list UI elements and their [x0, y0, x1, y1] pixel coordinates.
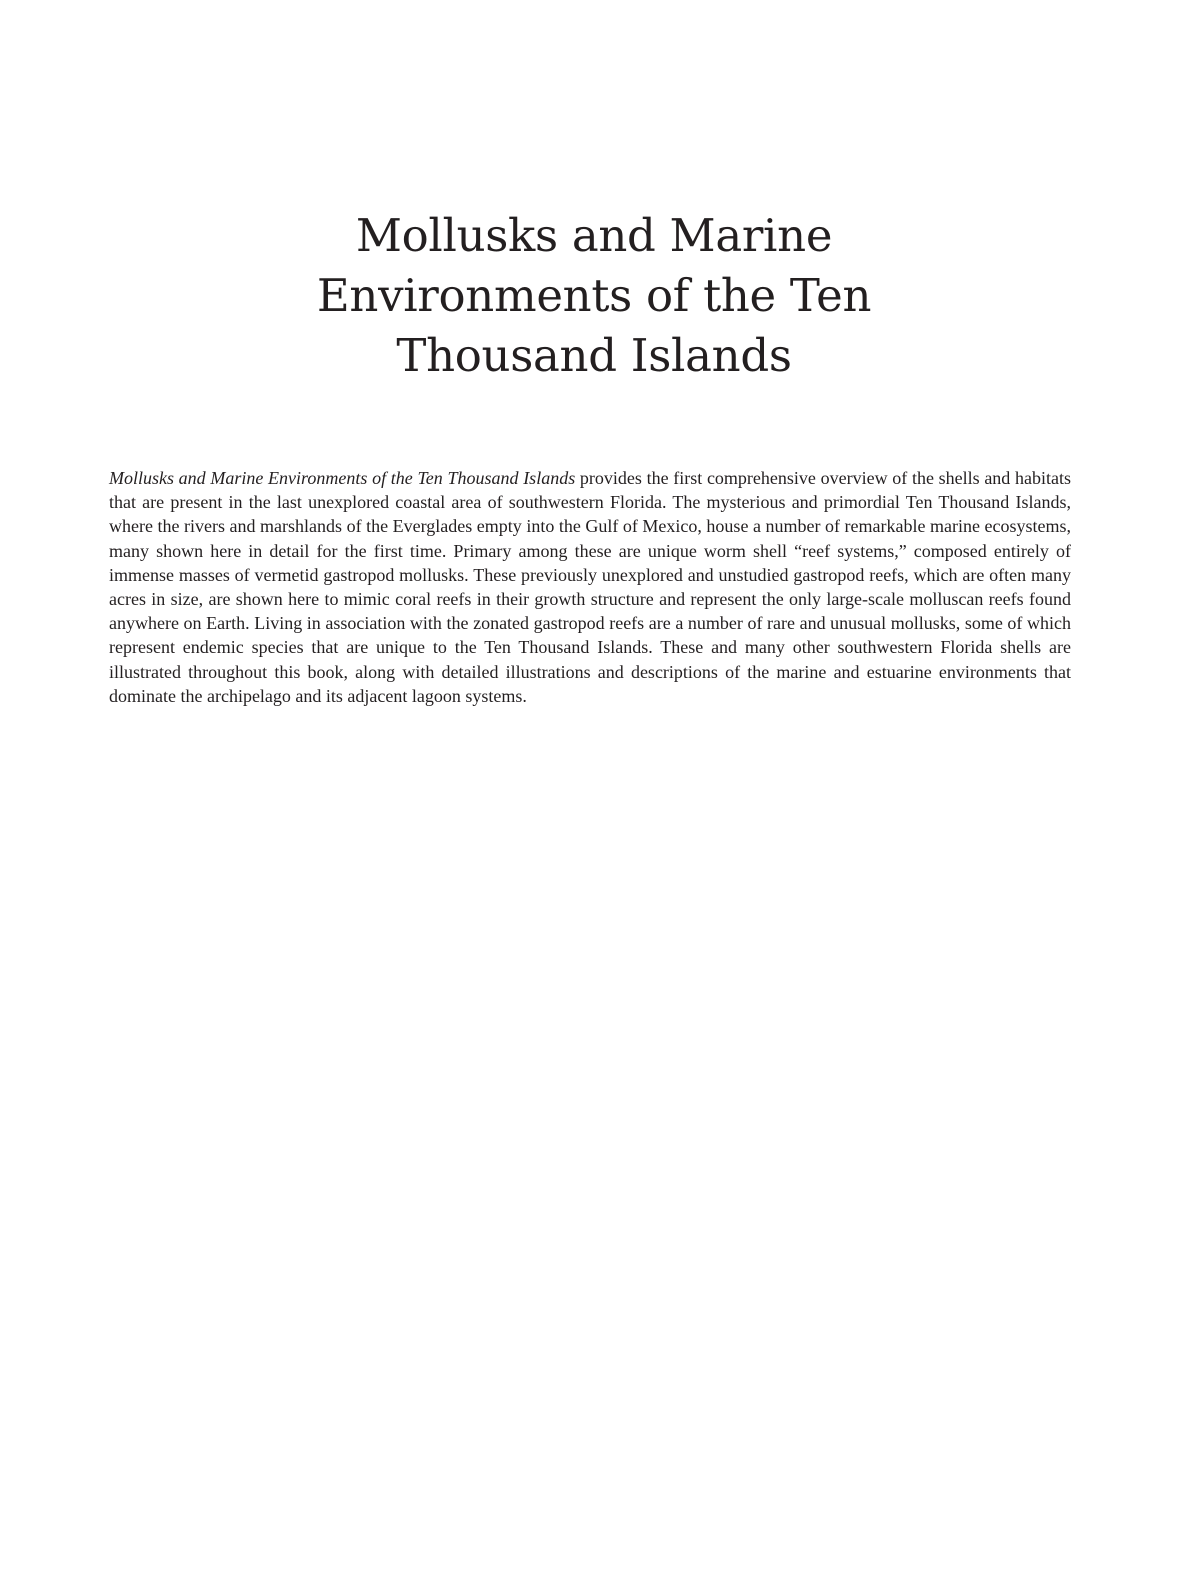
book-description [109, 466, 1071, 708]
book-title-line-1: Mollusks and Marine [355, 209, 833, 262]
description-text: provides the first comprehensive overview of the shells and habitats that are present in the last unexplored coastal area of southwestern Florida. The mysterious and primordial Ten Thousand Islands, where the rivers and marshlands of the Everglades empty into the Gulf of Mexico, house a number of remarkable marine ecosystems, many shown here in detail for the first time. Primary among these are unique worm shell “reef systems,” composed entirely of immense masses of vermetid gastropod mollusks. These previously unexplored and unstudied gastropod reefs, which are often many acres in size, are shown here to mimic coral reefs in their growth structure and represent the only large-scale molluscan reefs found anywhere on Earth. Living in association with the zonated gastropod reefs are a number of rare and unusual mollusks, some of which represent endemic species that are unique to the Ten Thousand Islands. These and many other southwestern Florida shells are illustrated throughout this book, along with detailed illustrations and descriptions of the marine and estuarine environments that dominate the archipelago and its adjacent lagoon systems. [109, 468, 1071, 706]
description-italic-title: Mollusks and Marine Environments of the Ten Thousand Islands [109, 468, 576, 488]
book-title-line-2: Environments of the Ten [316, 269, 872, 322]
book-title [0, 206, 1188, 386]
book-title-line-3: Thousand Islands [396, 329, 792, 382]
